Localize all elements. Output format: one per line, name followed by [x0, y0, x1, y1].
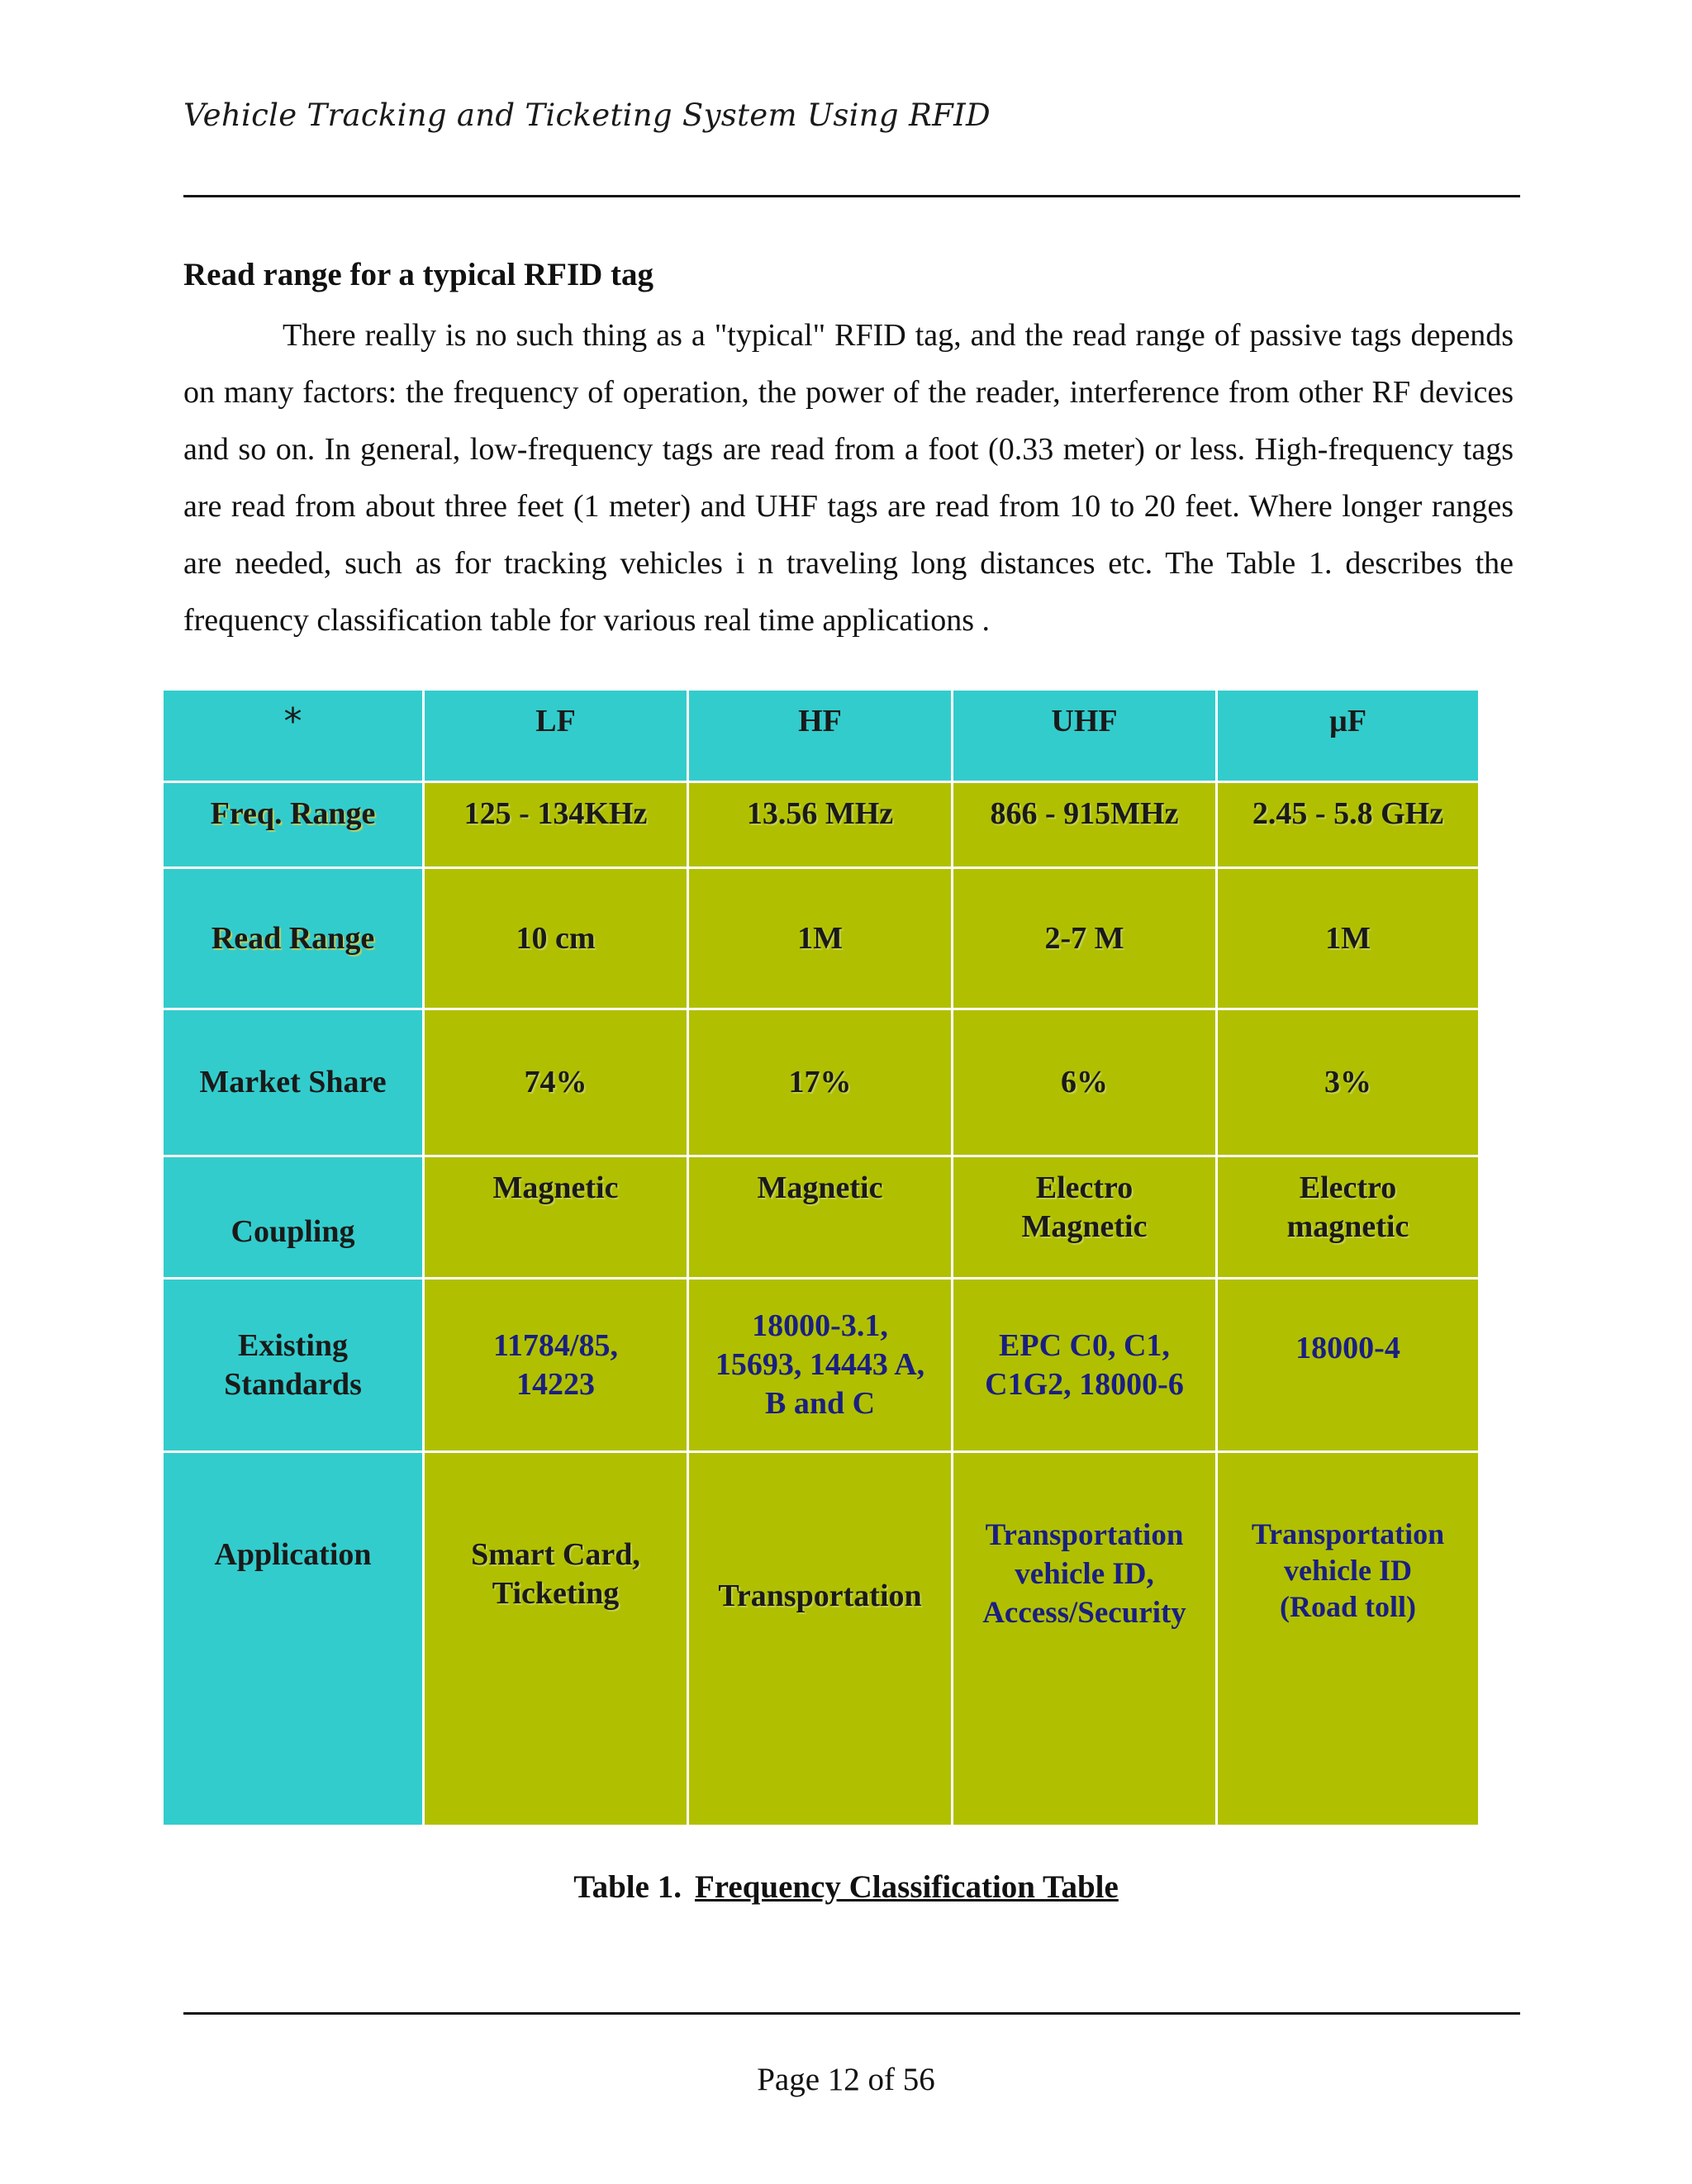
table-cell: 2.45 - 5.8 GHz — [1217, 782, 1480, 868]
row-label-coupling: Coupling — [163, 1156, 424, 1279]
row-label-market-share: Market Share — [163, 1009, 424, 1156]
table-corner-cell — [163, 690, 424, 782]
table-cell: Electro magnetic — [1217, 1156, 1480, 1279]
row-label-existing-standards: Existing Standards — [163, 1279, 424, 1452]
star-icon: * — [283, 700, 302, 743]
frequency-classification-table — [161, 688, 1480, 1827]
running-header-title: Vehicle Tracking and Ticketing System Using RFID — [183, 97, 991, 133]
table-cell: 13.56 MHz — [688, 782, 953, 868]
table-cell: 2-7 M — [953, 868, 1217, 1009]
table-row — [163, 1279, 1480, 1452]
table-header-row — [163, 690, 1480, 782]
table-row — [163, 1009, 1480, 1156]
section-heading: Read range for a typical RFID tag — [183, 257, 654, 292]
table-row — [163, 868, 1480, 1009]
table-cell: 11784/85, 14223 — [424, 1279, 688, 1452]
column-header-uf: µF — [1217, 690, 1480, 782]
table-cell: Magnetic — [424, 1156, 688, 1279]
table-cell: Magnetic — [688, 1156, 953, 1279]
header-divider — [183, 195, 1520, 197]
column-header-uhf: UHF — [953, 690, 1217, 782]
row-label-application: Application — [163, 1452, 424, 1826]
table-cell: 17% — [688, 1009, 953, 1156]
table-cell: Transportation — [688, 1452, 953, 1826]
table-cell: EPC C0, C1, C1G2, 18000-6 — [953, 1279, 1217, 1452]
row-label-read-range: Read Range — [163, 868, 424, 1009]
table-cell: 18000-4 — [1217, 1279, 1480, 1452]
table-cell: Smart Card, Ticketing — [424, 1452, 688, 1826]
row-label-freq-range: Freq. Range — [163, 782, 424, 868]
table-row — [163, 1452, 1480, 1826]
paragraph-text: There really is no such thing as a "typical" RFID tag, and the read range of passive tags depends on many factors: the frequency of operation, the power of the reader, interference from other RF devices and so on. In general, low-frequency tags are read from a foot (0.33 meter) or less. High-frequency tags are read from about three feet (1 meter) and UHF tags are read from 10 to 20 feet. Where longer ranges are needed, such as for tracking vehicles i n traveling long distances etc. The Table 1. describes the frequency classification table for various real time applications . — [183, 318, 1514, 638]
table-row — [163, 782, 1480, 868]
table-cell: 1M — [1217, 868, 1480, 1009]
column-header-lf: LF — [424, 690, 688, 782]
column-header-hf: HF — [688, 690, 953, 782]
table-cell: Transportation vehicle ID (Road toll) — [1217, 1452, 1480, 1826]
table-cell: 10 cm — [424, 868, 688, 1009]
table-cell: Electro Magnetic — [953, 1156, 1217, 1279]
table-cell: 3% — [1217, 1009, 1480, 1156]
table-cell: 6% — [953, 1009, 1217, 1156]
table-cell: 18000-3.1, 15693, 14443 A, B and C — [688, 1279, 953, 1452]
table-cell: 125 - 134KHz — [424, 782, 688, 868]
table-cell: 1M — [688, 868, 953, 1009]
table-caption — [0, 1868, 1692, 1906]
table-row — [163, 1156, 1480, 1279]
caption-title: Frequency Classification Table — [694, 1869, 1119, 1905]
table-cell: 866 - 915MHz — [953, 782, 1217, 868]
page-number: Page 12 of 56 — [757, 2062, 935, 2097]
table-cell: Transportation vehicle ID, Access/Security — [953, 1452, 1217, 1826]
body-paragraph — [183, 307, 1514, 649]
footer-divider — [183, 2012, 1520, 2015]
table-cell: 74% — [424, 1009, 688, 1156]
caption-prefix: Table 1. — [573, 1869, 682, 1905]
